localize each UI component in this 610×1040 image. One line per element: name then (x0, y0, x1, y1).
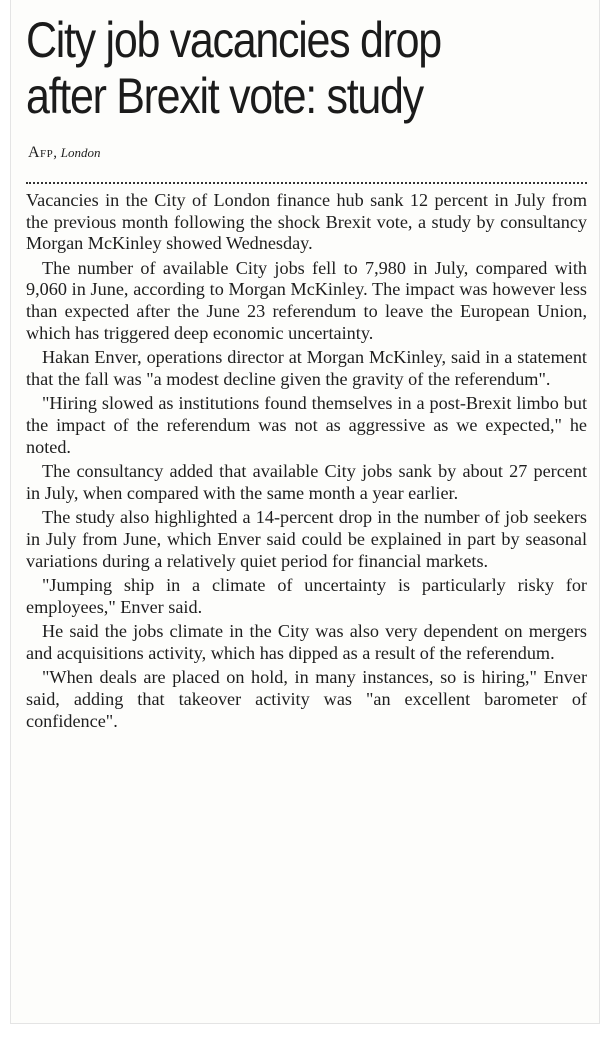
article-paragraph: Hakan Enver, operations director at Morgan McKinley, said in a statement that the fall was "a modest decline given the gravity of the referendum". (26, 347, 587, 389)
newspaper-clipping (10, 0, 600, 1024)
article-paragraph: The number of available City jobs fell to 7,980 in July, compared with 9,060 in June, according to Morgan McKinley. The impact was however less than expected after the June 23 referendum to leave the European Union, which has triggered deep economic uncertainty. (26, 257, 587, 343)
headline-line-1: City job vacancies drop (26, 12, 441, 68)
dotted-divider (26, 182, 587, 184)
article-paragraph: The study also highlighted a 14-percent drop in the number of job seekers in July from June, which Enver said could be explained in part by seasonal variations during a relatively quiet period for financial markets. (26, 507, 587, 571)
article-paragraph: "Jumping ship in a climate of uncertainty is particularly risky for employees," Enver said. (26, 575, 587, 617)
byline-separator: , (53, 145, 58, 161)
article-paragraph: "When deals are placed on hold, in many instances, so is hiring," Enver said, adding that takeover activity was "an excellent barometer of confidence". (26, 667, 587, 731)
article-paragraph: "Hiring slowed as institutions found themselves in a post-Brexit limbo but the impact of the referendum was not as aggressive as we expected," he noted. (26, 393, 587, 457)
article-body (26, 190, 587, 732)
byline (28, 144, 587, 162)
article-paragraph: He said the jobs climate in the City was also very dependent on mergers and acquisitions activity, which has dipped as a result of the referendum. (26, 621, 587, 663)
byline-agency: Afp (28, 144, 54, 161)
article-paragraph: Vacancies in the City of London finance hub sank 12 percent in July from the previous month following the shock Brexit vote, a study by consultancy Morgan McKinley showed Wednesday. (26, 190, 587, 254)
article-paragraph: The consultancy added that available City jobs sank by about 27 percent in July, when compared with the same month a year earlier. (26, 461, 587, 503)
headline (26, 12, 605, 124)
headline-line-2: after Brexit vote: study (26, 68, 423, 124)
byline-location: London (60, 145, 101, 160)
